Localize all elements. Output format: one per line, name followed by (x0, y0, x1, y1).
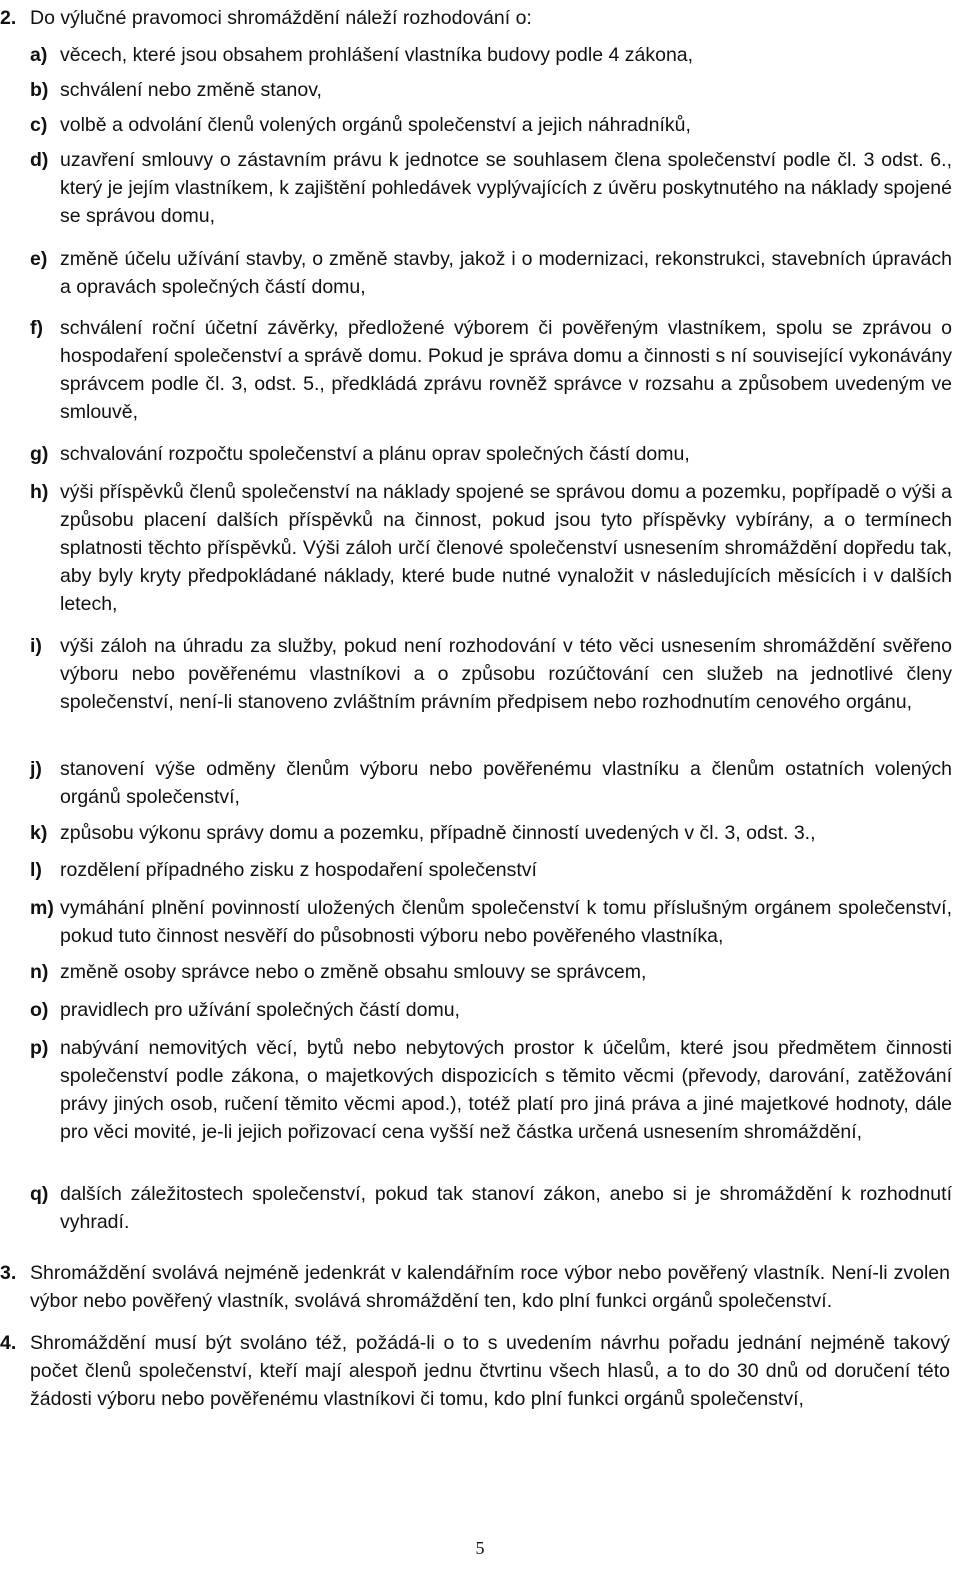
item-label: f) (30, 317, 43, 339)
list-item-f (30, 314, 952, 426)
item-text: věcech, které jsou obsahem prohlášení vlastníka budovy podle 4 zákona, (60, 44, 694, 66)
item-label: d) (30, 149, 49, 171)
list-item-d (30, 146, 952, 230)
list-item-q (30, 1180, 952, 1236)
item-text: způsobu výkonu správy domu a pozemku, případně činností uvedených v čl. 3, odst. 3., (60, 822, 816, 844)
item-label: j) (30, 758, 42, 780)
item-text: nabývání nemovitých věcí, bytů nebo nebytových prostor k účelům, které jsou předmětem činnosti společenství podle zákona, o majetkových dispozicích s těmito věcmi (převody, darování, zatěžování právy jiných osob, ručení těmito věcmi apod.), totéž platí pro jiná práva a jiné majetkové hodnoty, dále pro věci movité, je-li jejich pořizovací cena vyšší než částka určená usnesením shromáždění, (60, 1037, 952, 1143)
item-text: stanovení výše odměny členům výboru nebo pověřenému vlastníku a členům ostatních volených orgánů společenství, (60, 758, 952, 808)
list-item-l (30, 856, 952, 884)
item-text: výši příspěvků členů společenství na náklady spojené se správou domu a pozemku, popřípadě o výši a způsobu placení dalších příspěvků na činnost, pokud jsou tyto příspěvky vybírány, a o termínech splatnosti těchto příspěvků. Výši záloh určí členové společenství usnesením shromáždění dopředu tak, aby byly kryty předpokládané náklady, které bude nutné vynaložit v následujících měsících i v dalších letech, (60, 481, 952, 615)
page-number: 5 (475, 1538, 485, 1558)
item-label: i) (30, 635, 42, 657)
paragraph-text: Shromáždění musí být svoláno též, požádá-li o to s uvedením návrhu pořadu jednání nejméně takový počet členů společenství, kteří mají alespoň jednu čtvrtinu všech hlasů, a to do 30 dnů od doručení této žádosti výboru nebo pověřenému vlastníkovi či tomu, kdo plní funkci orgánů společenství, (30, 1332, 950, 1410)
item-label: c) (30, 114, 48, 136)
paragraph-3 (0, 1259, 960, 1315)
item-text: rozdělení případného zisku z hospodaření společenství (60, 859, 537, 881)
list-item-h (30, 478, 952, 618)
list-item-b (30, 76, 952, 104)
list-item-p (30, 1034, 952, 1146)
item-text: schválení nebo změně stanov, (60, 79, 322, 101)
paragraph-intro: Do výlučné pravomoci shromáždění náleží rozhodování o: (30, 7, 532, 29)
item-label: n) (30, 961, 49, 983)
list-item-o (30, 996, 952, 1024)
item-label: a) (30, 44, 48, 66)
item-text: schválení roční účetní závěrky, předložené výborem či pověřeným vlastníkem, spolu se zprávou o hospodaření společenství a správě domu. Pokud je správa domu a činnosti s ní související vykonávány správcem podle čl. 3, odst. 5., předkládá zprávu rovněž správce v rozsahu a způsobem uvedeným ve smlouvě, (60, 317, 952, 423)
paragraph-text: Shromáždění svolává nejméně jedenkrát v kalendářním roce výbor nebo pověřený vlastník. Není-li zvolen výbor nebo pověřený vlastník, svolává shromáždění ten, kdo plní funkci orgánů společenství. (30, 1262, 950, 1312)
list-item-e (30, 245, 952, 301)
list-item-a (30, 41, 952, 69)
item-label: o) (30, 999, 49, 1021)
item-text: volbě a odvolání členů volených orgánů společenství a jejich náhradníků, (60, 114, 691, 136)
list-item-k (30, 819, 952, 847)
item-label: p) (30, 1037, 49, 1059)
item-text: výši záloh na úhradu za služby, pokud není rozhodování v této věci usnesením shromáždění svěřeno výboru nebo pověřenému vlastníkovi a o způsobu rozúčtování cen služeb na jednotlivé členy společenství, není-li stanoveno zvláštním právním předpisem nebo rozhodnutím cenového orgánu, (60, 635, 952, 713)
list-item-c (30, 111, 952, 139)
item-label: b) (30, 79, 49, 101)
item-label: k) (30, 822, 48, 844)
paragraph-2 (0, 4, 960, 32)
paragraph-number: 4. (0, 1332, 17, 1354)
item-text: schvalování rozpočtu společenství a plánu oprav společných částí domu, (60, 443, 690, 465)
item-text: dalších záležitostech společenství, pokud tak stanoví zákon, anebo si je shromáždění k rozhodnutí vyhradí. (60, 1183, 952, 1233)
paragraph-number: 3. (0, 1262, 17, 1284)
item-label: g) (30, 443, 49, 465)
item-label: h) (30, 481, 49, 503)
item-text: změně osoby správce nebo o změně obsahu smlouvy se správcem, (60, 961, 647, 983)
item-label: m) (30, 897, 54, 919)
list-item-g (30, 440, 952, 468)
item-label: q) (30, 1183, 49, 1205)
item-text: vymáhání plnění povinností uložených členům společenství k tomu příslušným orgánem společenství, pokud tuto činnost nesvěří do působnosti výboru nebo pověřeného vlastníka, (60, 897, 952, 947)
list-item-n (30, 958, 952, 986)
item-text: uzavření smlouvy o zástavním právu k jednotce se souhlasem člena společenství podle čl. 3 odst. 6., který je jejím vlastníkem, k zajištění pohledávek vyplývajících z úvěru poskytnutého na náklady spojené se správou domu, (60, 149, 952, 227)
item-text: pravidlech pro užívání společných částí domu, (60, 999, 460, 1021)
paragraph-4 (0, 1329, 960, 1413)
item-text: změně účelu užívání stavby, o změně stavby, jakož i o modernizaci, rekonstrukci, stavebních úpravách a opravách společných částí domu, (60, 248, 952, 298)
list-item-i (30, 632, 952, 716)
list-item-m (30, 894, 952, 950)
item-label: l) (30, 859, 42, 881)
list-item-j (30, 755, 952, 811)
paragraph-number: 2. (0, 7, 17, 29)
item-label: e) (30, 248, 48, 270)
